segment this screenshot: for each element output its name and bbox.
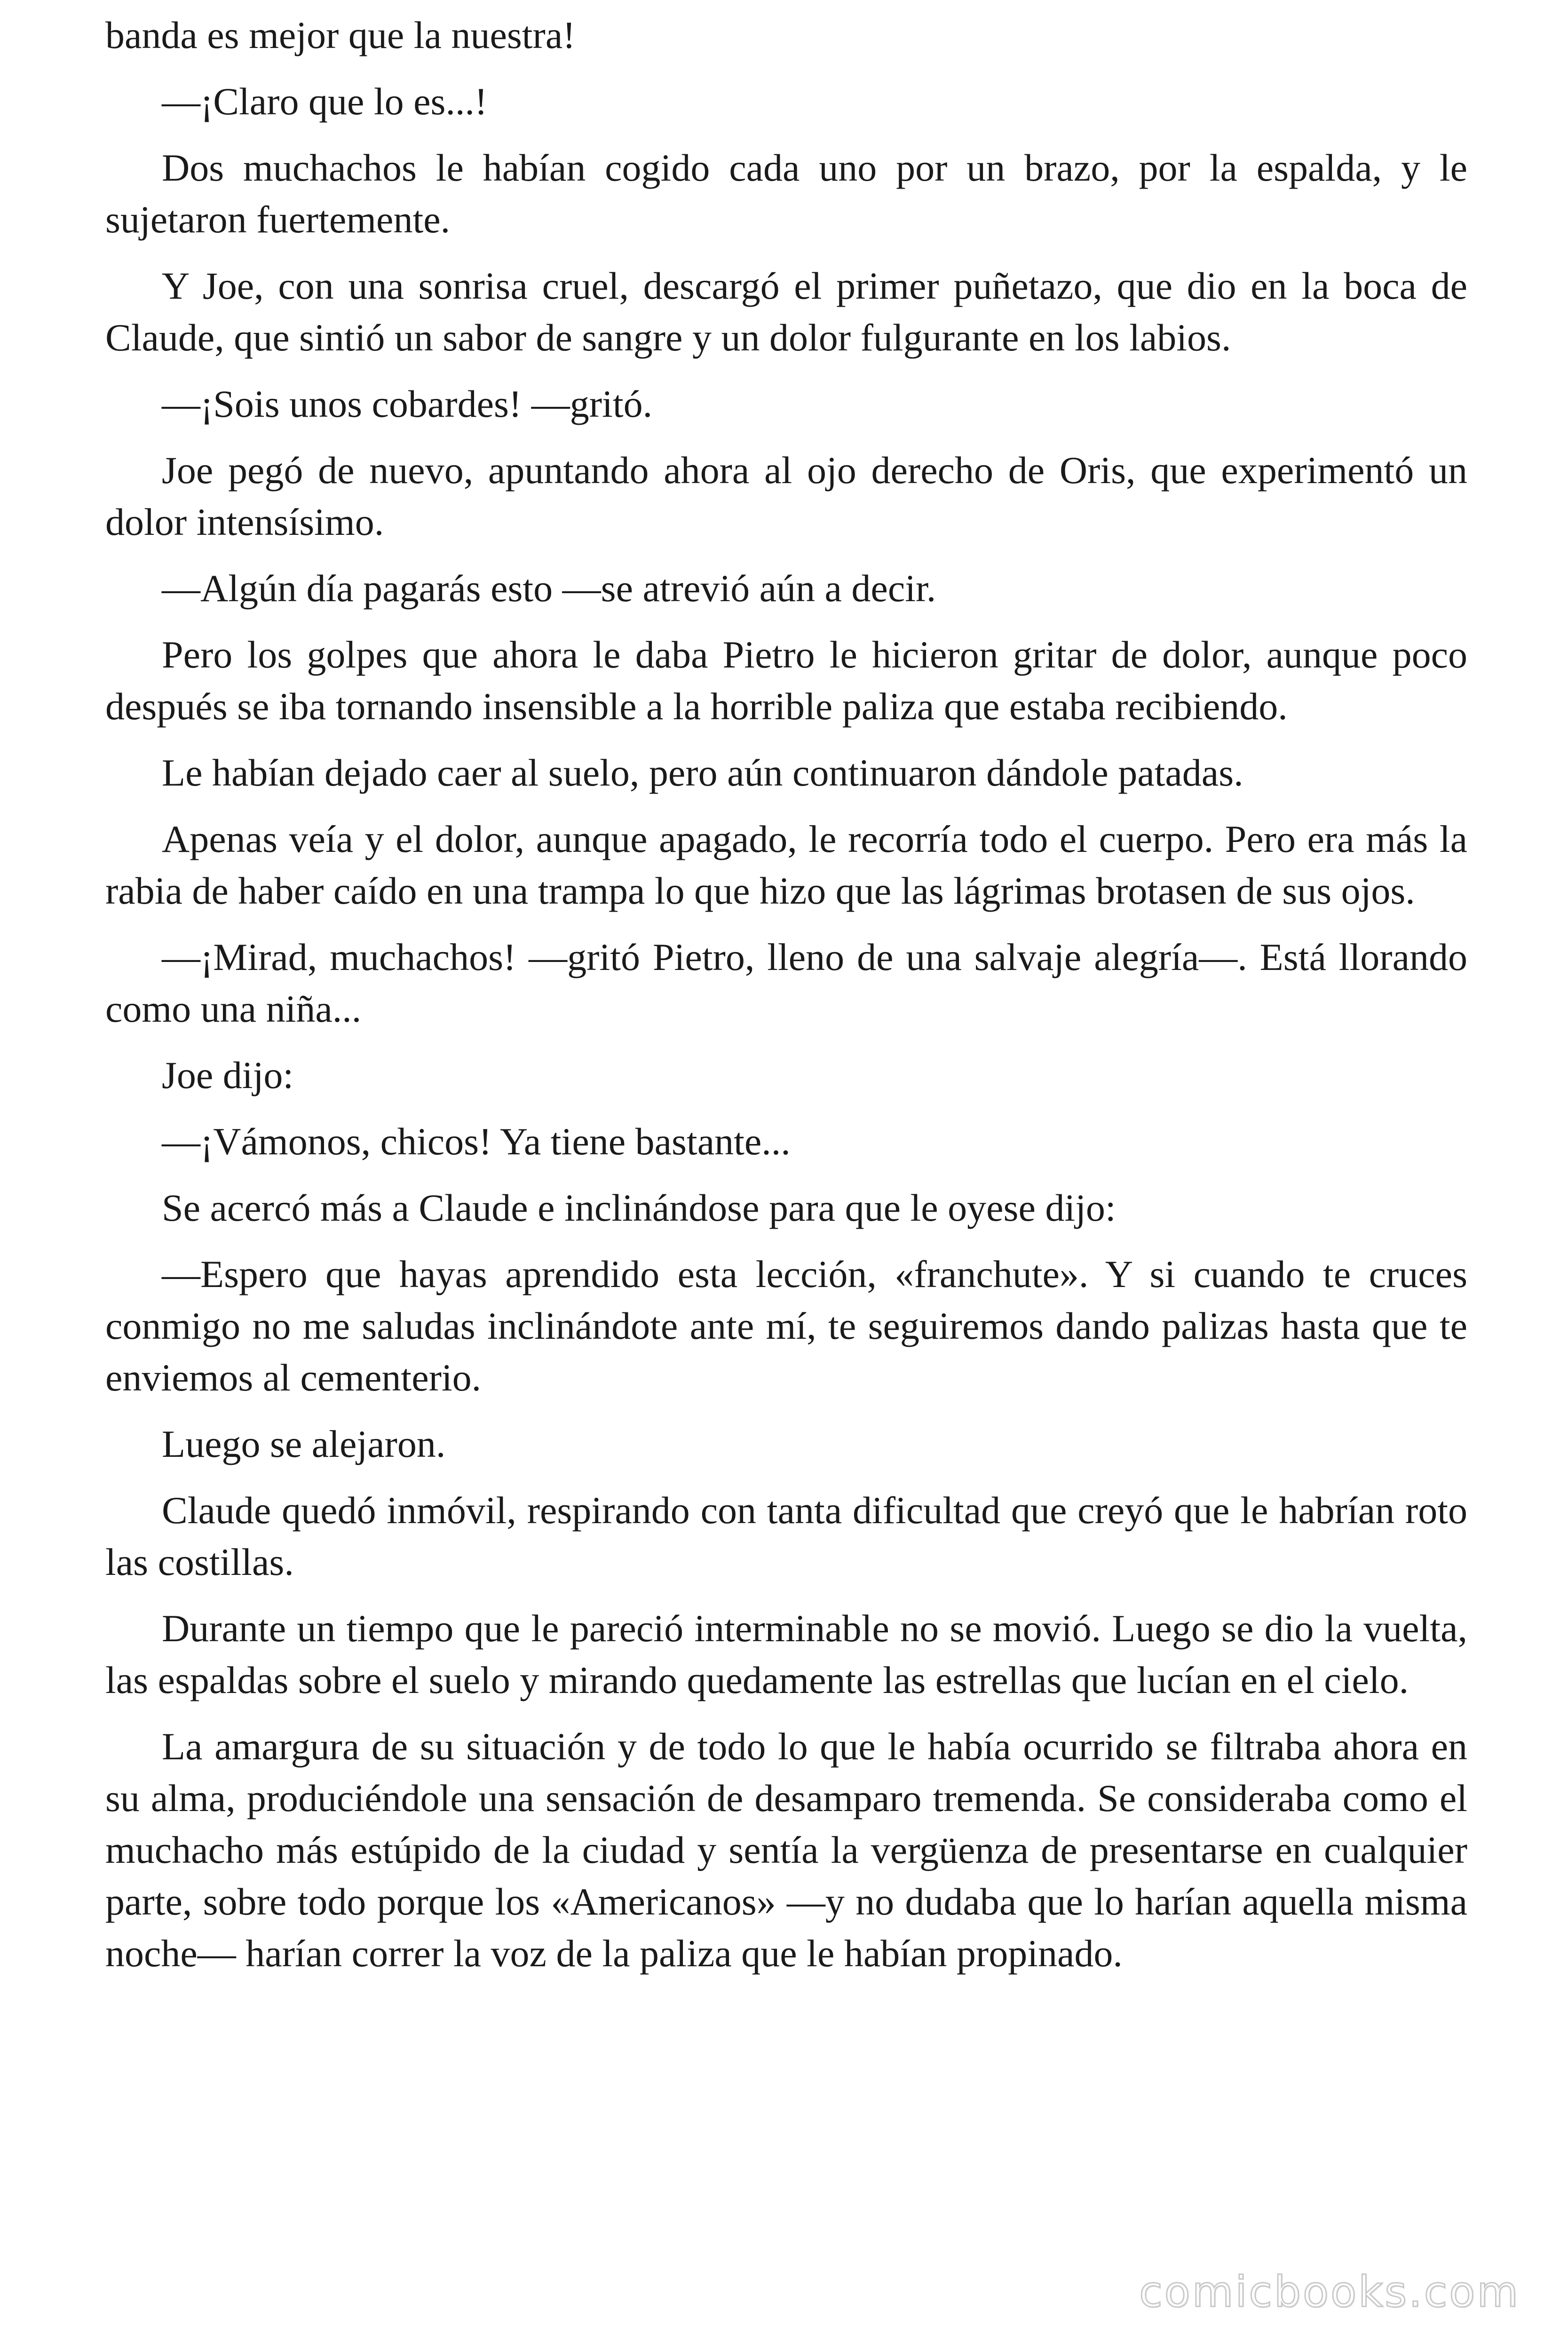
- paragraph: Joe dijo:: [162, 1054, 294, 1097]
- paragraph: —¡Claro que lo es...!: [162, 80, 488, 123]
- watermark: comicbooks.com: [1139, 2267, 1520, 2317]
- paragraph: Pero los golpes que ahora le daba Pietro le hicieron gritar de dolor, aunque poco después se iba tornando insensible a la horrible paliza que estaba recibiendo.: [105, 633, 1467, 728]
- paragraph: Joe pegó de nuevo, apuntando ahora al ojo derecho de Oris, que experimentó un dolor intensísimo.: [105, 449, 1467, 543]
- paragraph: —¡Vámonos, chicos! Ya tiene bastante...: [162, 1120, 791, 1163]
- paragraph: Apenas veía y el dolor, aunque apagado, le recorría todo el cuerpo. Pero era más la rabia de haber caído en una trampa lo que hizo que las lágrimas brotasen de sus ojos.: [105, 818, 1467, 912]
- paragraph: —¡Sois unos cobardes! —gritó.: [162, 382, 653, 425]
- body-text: [105, 9, 1467, 1994]
- paragraph: Le habían dejado caer al suelo, pero aún continuaron dándole patadas.: [162, 751, 1243, 794]
- paragraph: Dos muchachos le habían cogido cada uno por un brazo, por la espalda, y le sujetaron fuertemente.: [105, 146, 1467, 241]
- paragraph: —Espero que hayas aprendido esta lección, «franchute». Y si cuando te cruces conmigo no me saludas inclinándote ante mí, te seguiremos dando palizas hasta que te enviemos al cementerio.: [105, 1253, 1467, 1399]
- paragraph: La amargura de su situación y de todo lo que le había ocurrido se filtraba ahora en su alma, produciéndole una sensación de desamparo tremenda. Se consideraba como el muchacho más estúpido de la ciudad y sentía la vergüenza de presentarse en cualquier parte, sobre todo porque los «Americanos» —y no dudaba que lo harían aquella misma noche— harían correr la voz de la paliza que le habían propinado.: [105, 1725, 1467, 1975]
- paragraph: Claude quedó inmóvil, respirando con tanta dificultad que creyó que le habrían roto las costillas.: [105, 1489, 1467, 1583]
- paragraph: —Algún día pagarás esto —se atrevió aún a decir.: [162, 567, 936, 610]
- paragraph: —¡Mirad, muchachos! —gritó Pietro, lleno de una salvaje alegría—. Está llorando como una niña...: [105, 936, 1467, 1030]
- paragraph: Se acercó más a Claude e inclinándose para que le oyese dijo:: [162, 1186, 1116, 1229]
- paragraph: Y Joe, con una sonrisa cruel, descargó el primer puñetazo, que dio en la boca de Claude, que sintió un sabor de sangre y un dolor fulgurante en los labios.: [105, 264, 1467, 359]
- paragraph: Luego se alejaron.: [162, 1422, 446, 1465]
- paragraph: Durante un tiempo que le pareció interminable no se movió. Luego se dio la vuelta, las espaldas sobre el suelo y mirando quedamente las estrellas que lucían en el cielo.: [105, 1607, 1467, 1701]
- paragraph: banda es mejor que la nuestra!: [105, 14, 576, 56]
